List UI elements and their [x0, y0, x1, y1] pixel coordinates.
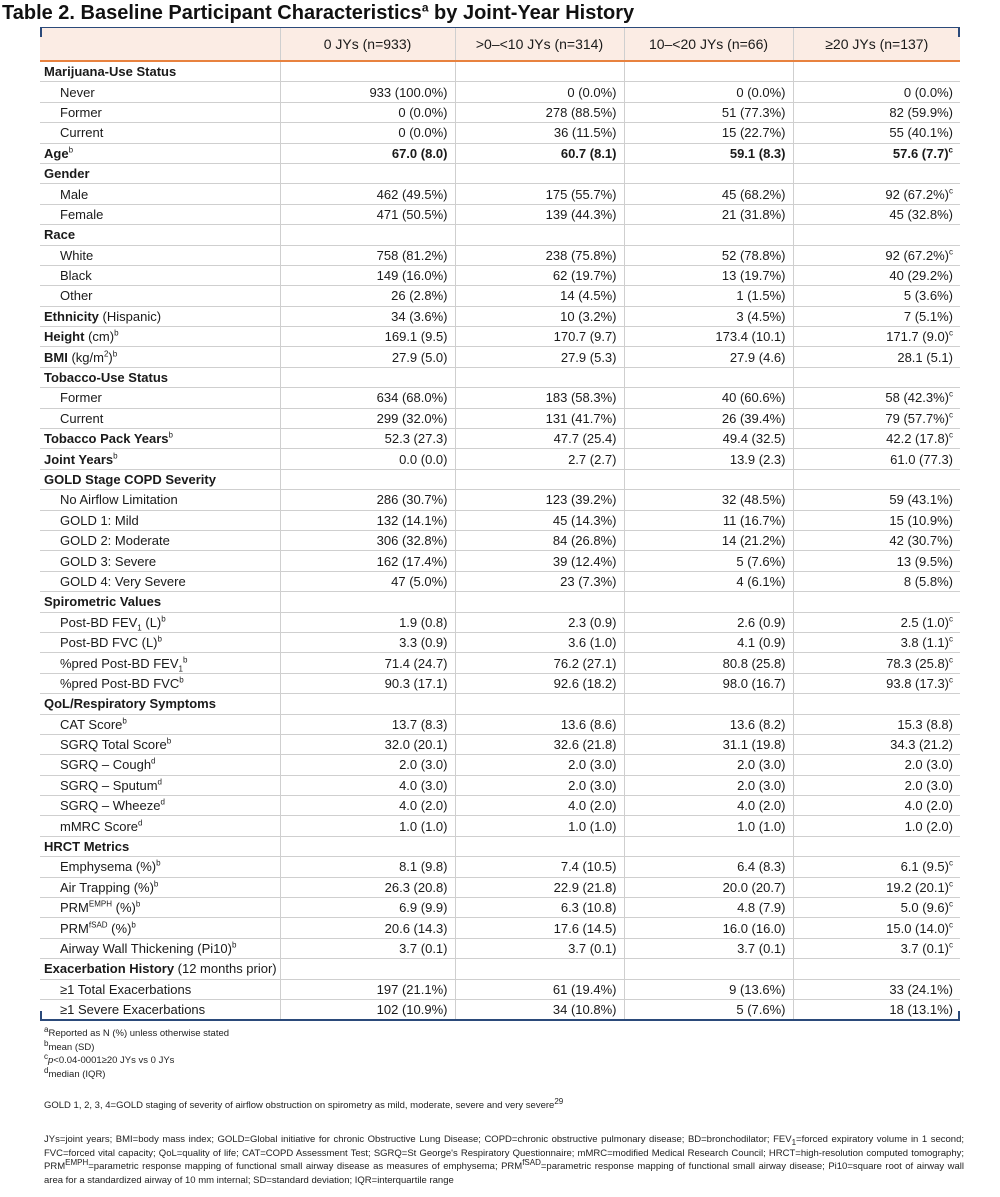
row-label: HRCT Metrics [40, 836, 280, 856]
cell: 169.1 (9.5) [280, 327, 455, 347]
cell: 34 (10.8%) [455, 999, 624, 1020]
cell: 31.1 (19.8) [624, 734, 793, 754]
cell: 175 (55.7%) [455, 184, 624, 204]
table-row [40, 510, 960, 530]
frame-right-bottom [958, 1011, 960, 1021]
cell: 45 (32.8%) [793, 204, 960, 224]
table-row [40, 979, 960, 999]
row-label: SGRQ – Cough$^d$ [40, 755, 280, 775]
cell: 21 (31.8%) [624, 204, 793, 224]
table-row [40, 265, 960, 285]
row-label: $PRM^{fSAD}$ (%)$^b$ [40, 918, 280, 938]
cell: 634 (68.0%) [280, 388, 455, 408]
cell: 59.1 (8.3) [624, 143, 793, 163]
cell: 2.6 (0.9) [624, 612, 793, 632]
group-row [40, 959, 960, 979]
cell: 11 (16.7%) [624, 510, 793, 530]
cell: 42 (30.7%) [793, 530, 960, 550]
table-row [40, 286, 960, 306]
cell: 79 $(57.7\%)^c$ [793, 408, 960, 428]
cell: 2.0 (3.0) [793, 755, 960, 775]
cell: 15 (22.7%) [624, 123, 793, 143]
cell: 2.3 (0.9) [455, 612, 624, 632]
cell: 3.7 $(0.1)^c$ [793, 938, 960, 958]
row-label: Marijuana-Use Status [40, 61, 280, 82]
row-label: %pred Post-BD FVC$^b$ [40, 673, 280, 693]
table-row [40, 449, 960, 469]
cell: 3.8 $(1.1)^c$ [793, 632, 960, 652]
cell: 173.4 (10.1) [624, 327, 793, 347]
cell: 82 (59.9%) [793, 102, 960, 122]
group-row [40, 836, 960, 856]
row-label: SGRQ – Sputum$^d$ [40, 775, 280, 795]
cell: 3.7 (0.1) [455, 938, 624, 958]
cell: 4.1 (0.9) [624, 632, 793, 652]
table-row [40, 184, 960, 204]
row-label: QoL/Respiratory Symptoms [40, 694, 280, 714]
table-row [40, 612, 960, 632]
cell: 2.0 (3.0) [455, 775, 624, 795]
row-label: ≥1 Severe Exacerbations [40, 999, 280, 1020]
row-label: Ethnicity (Hispanic) [40, 306, 280, 326]
cell: 2.0 (3.0) [624, 775, 793, 795]
cell: 45 (68.2%) [624, 184, 793, 204]
table-row [40, 857, 960, 877]
cell: 27.9 (5.3) [455, 347, 624, 367]
group-row [40, 163, 960, 183]
cell: 47.7 (25.4) [455, 429, 624, 449]
cell: 299 (32.0%) [280, 408, 455, 428]
cell: 3.6 (1.0) [455, 632, 624, 652]
cell: 139 (44.3%) [455, 204, 624, 224]
table-row [40, 551, 960, 571]
row-label: %pred Post-BD $FEV_1^b$ [40, 653, 280, 673]
group-row [40, 61, 960, 82]
cell: 1.9 (0.8) [280, 612, 455, 632]
cell: 462 (49.5%) [280, 184, 455, 204]
cell: 1.0 (1.0) [455, 816, 624, 836]
table-row [40, 714, 960, 734]
cell: 20.0 (20.7) [624, 877, 793, 897]
row-label: Post-BD FVC $(L)^b$ [40, 632, 280, 652]
frame-right-top [958, 27, 960, 37]
table-row [40, 898, 960, 918]
table-title: Table 2. Baseline Participant Characteristics$^a$ by Joint-Year History [2, 0, 635, 24]
table-row [40, 388, 960, 408]
table-row [40, 673, 960, 693]
cell: 171.7 $(9.0)^c$ [793, 327, 960, 347]
cell: 7 (5.1%) [793, 306, 960, 326]
cell: 170.7 (9.7) [455, 327, 624, 347]
cell: 26 (39.4%) [624, 408, 793, 428]
row-label: Gender [40, 163, 280, 183]
cell: 6.4 (8.3) [624, 857, 793, 877]
footnote-a: $^a$Reported as N (%) unless otherwise stated [44, 1024, 230, 1039]
cell: 4.0 (2.0) [455, 796, 624, 816]
row-label: Female [40, 204, 280, 224]
cell: 132 (14.1%) [280, 510, 455, 530]
cell: 40 (29.2%) [793, 265, 960, 285]
table-row [40, 143, 960, 163]
table-row [40, 775, 960, 795]
table-header-row [40, 28, 960, 62]
row-label: Post-BD $FEV_1$ $(L)^b$ [40, 612, 280, 632]
cell: 32.6 (21.8) [455, 734, 624, 754]
cell: 6.3 (10.8) [455, 898, 624, 918]
characteristics-table-wrap [40, 27, 960, 1021]
cell: 3.7 (0.1) [624, 938, 793, 958]
row-label: Airway Wall Thickening $(Pi10)^b$ [40, 938, 280, 958]
row-label: Spirometric Values [40, 592, 280, 612]
cell: 15.0 $(14.0)^c$ [793, 918, 960, 938]
cell: 5 (7.6%) [624, 999, 793, 1020]
cell: 15.3 (8.8) [793, 714, 960, 734]
cell: 6.1 $(9.5)^c$ [793, 857, 960, 877]
column-header-lt20jys: 10–<20 JYs (n=66) [624, 28, 793, 62]
row-label: GOLD 1: Mild [40, 510, 280, 530]
table-row [40, 347, 960, 367]
cell: 33 (24.1%) [793, 979, 960, 999]
cell: 20.6 (14.3) [280, 918, 455, 938]
cell: 3 (4.5%) [624, 306, 793, 326]
row-label: Other [40, 286, 280, 306]
cell: 0 (0.0%) [624, 82, 793, 102]
cell: 6.9 (9.9) [280, 898, 455, 918]
cell: 5.0 $(9.6)^c$ [793, 898, 960, 918]
row-label: Never [40, 82, 280, 102]
cell: 2.0 (3.0) [280, 755, 455, 775]
cell: 59 (43.1%) [793, 490, 960, 510]
cell: 17.6 (14.5) [455, 918, 624, 938]
characteristics-table [40, 27, 960, 1021]
table-row [40, 102, 960, 122]
cell: 26 (2.8%) [280, 286, 455, 306]
footnote-c: $^c$p<0.04-0001≥20 JYs vs 0 JYs [44, 1051, 175, 1066]
cell: 933 (100.0%) [280, 82, 455, 102]
row-label: SGRQ – Wheeze$^d$ [40, 796, 280, 816]
column-header-ge20jys: ≥20 JYs (n=137) [793, 28, 960, 62]
row-label: Emphysema (%)$^b$ [40, 857, 280, 877]
cell: 278 (88.5%) [455, 102, 624, 122]
cell: 16.0 (16.0) [624, 918, 793, 938]
cell: 7.4 (10.5) [455, 857, 624, 877]
cell: 32 (48.5%) [624, 490, 793, 510]
table-row [40, 734, 960, 754]
cell: 0 (0.0%) [793, 82, 960, 102]
table-row [40, 530, 960, 550]
cell: 78.3 $(25.8)^c$ [793, 653, 960, 673]
cell: 28.1 (5.1) [793, 347, 960, 367]
table-row [40, 306, 960, 326]
column-header-label [40, 28, 280, 62]
group-row [40, 225, 960, 245]
cell: 13.9 (2.3) [624, 449, 793, 469]
row-label: Age$^b$ [40, 143, 280, 163]
row-label: GOLD Stage COPD Severity [40, 469, 280, 489]
table-row [40, 245, 960, 265]
table-row [40, 796, 960, 816]
cell: 27.9 (5.0) [280, 347, 455, 367]
row-label: No Airflow Limitation [40, 490, 280, 510]
row-label: Joint Years$^b$ [40, 449, 280, 469]
cell: 84 (26.8%) [455, 530, 624, 550]
cell: 102 (10.9%) [280, 999, 455, 1020]
cell: 0.0 (0.0) [280, 449, 455, 469]
cell: 0 (0.0%) [280, 123, 455, 143]
cell: 92 $(67.2\%)^c$ [793, 184, 960, 204]
cell: 131 (41.7%) [455, 408, 624, 428]
cell: 306 (32.8%) [280, 530, 455, 550]
cell: 45 (14.3%) [455, 510, 624, 530]
cell: 2.5 $(1.0)^c$ [793, 612, 960, 632]
cell: 13.6 (8.6) [455, 714, 624, 734]
cell: 4 (6.1%) [624, 571, 793, 591]
cell: 13.6 (8.2) [624, 714, 793, 734]
cell: 93.8 $(17.3)^c$ [793, 673, 960, 693]
cell: 98.0 (16.7) [624, 673, 793, 693]
table-row [40, 82, 960, 102]
table-row [40, 755, 960, 775]
cell: 123 (39.2%) [455, 490, 624, 510]
row-label: $PRM^{EMPH}$ (%)$^b$ [40, 898, 280, 918]
table-row [40, 429, 960, 449]
cell: 238 (75.8%) [455, 245, 624, 265]
row-label: CAT Score$^b$ [40, 714, 280, 734]
row-label: mMRC Score$^d$ [40, 816, 280, 836]
cell: 4.0 (2.0) [793, 796, 960, 816]
frame-left-top [40, 27, 42, 37]
cell: 76.2 (27.1) [455, 653, 624, 673]
footnotes [44, 1024, 964, 1081]
group-row [40, 694, 960, 714]
cell: 15 (10.9%) [793, 510, 960, 530]
cell: 40 (60.6%) [624, 388, 793, 408]
cell: 8.1 (9.8) [280, 857, 455, 877]
table-row [40, 327, 960, 347]
row-label: Tobacco-Use Status [40, 367, 280, 387]
cell: 92.6 (18.2) [455, 673, 624, 693]
row-label: GOLD 2: Moderate [40, 530, 280, 550]
cell: 42.2 $(17.8)^c$ [793, 429, 960, 449]
footnote-d: $^d$median (IQR) [44, 1065, 106, 1080]
cell: 26.3 (20.8) [280, 877, 455, 897]
cell: 0 (0.0%) [455, 82, 624, 102]
cell: 3.7 (0.1) [280, 938, 455, 958]
cell: 62 (19.7%) [455, 265, 624, 285]
cell: 36 (11.5%) [455, 123, 624, 143]
cell: 13 (19.7%) [624, 265, 793, 285]
table-row [40, 938, 960, 958]
cell: 4.0 (2.0) [624, 796, 793, 816]
frame-left-bottom [40, 1011, 42, 1021]
footnote-b: $^b$mean (SD) [44, 1038, 95, 1053]
cell: 197 (21.1%) [280, 979, 455, 999]
row-label: GOLD 4: Very Severe [40, 571, 280, 591]
row-label: SGRQ Total Score$^b$ [40, 734, 280, 754]
cell: 2.0 (3.0) [793, 775, 960, 795]
row-label: Exacerbation History (12 months prior) [40, 959, 280, 979]
row-label: Height (cm)$^b$ [40, 327, 280, 347]
row-label: ≥1 Total Exacerbations [40, 979, 280, 999]
cell: 758 (81.2%) [280, 245, 455, 265]
row-label: Former [40, 388, 280, 408]
cell: 286 (30.7%) [280, 490, 455, 510]
table-row [40, 490, 960, 510]
cell: 4.0 (2.0) [280, 796, 455, 816]
column-header-0jys: 0 JYs (n=933) [280, 28, 455, 62]
cell: 52.3 (27.3) [280, 429, 455, 449]
cell: 1 (1.5%) [624, 286, 793, 306]
cell: 47 (5.0%) [280, 571, 455, 591]
cell: 2.0 (3.0) [624, 755, 793, 775]
cell: 34.3 (21.2) [793, 734, 960, 754]
column-header-lt10jys: >0–<10 JYs (n=314) [455, 28, 624, 62]
table-row [40, 816, 960, 836]
cell: 9 (13.6%) [624, 979, 793, 999]
cell: 39 (12.4%) [455, 551, 624, 571]
cell: 67.0 (8.0) [280, 143, 455, 163]
cell: 8 (5.8%) [793, 571, 960, 591]
cell: 471 (50.5%) [280, 204, 455, 224]
table-row [40, 123, 960, 143]
table-row [40, 204, 960, 224]
cell: 80.8 (25.8) [624, 653, 793, 673]
table-row [40, 571, 960, 591]
cell: 19.2 $(20.1)^c$ [793, 877, 960, 897]
cell: 71.4 (24.7) [280, 653, 455, 673]
cell: 13 (9.5%) [793, 551, 960, 571]
cell: 58 $(42.3\%)^c$ [793, 388, 960, 408]
cell: 55 (40.1%) [793, 123, 960, 143]
cell: 61.0 (77.3) [793, 449, 960, 469]
cell: 5 (7.6%) [624, 551, 793, 571]
cell: 60.7 (8.1) [455, 143, 624, 163]
cell: 57.6 $(7.7)^c$ [793, 143, 960, 163]
table-row [40, 653, 960, 673]
cell: 2.0 (3.0) [455, 755, 624, 775]
row-label: Current [40, 123, 280, 143]
cell: 2.7 (2.7) [455, 449, 624, 469]
cell: 23 (7.3%) [455, 571, 624, 591]
row-label: Race [40, 225, 280, 245]
cell: 4.0 (3.0) [280, 775, 455, 795]
cell: 149 (16.0%) [280, 265, 455, 285]
cell: 13.7 (8.3) [280, 714, 455, 734]
cell: 10 (3.2%) [455, 306, 624, 326]
row-label: Male [40, 184, 280, 204]
row-label: Air Trapping (%)$^b$ [40, 877, 280, 897]
group-row [40, 592, 960, 612]
gold-note: GOLD 1, 2, 3, 4=GOLD staging of severity of airflow obstruction on spirometry as mild, moderate, severe and very severe$^{29}$ [44, 1096, 564, 1111]
cell: 90.3 (17.1) [280, 673, 455, 693]
abbreviations-note: JYs=joint years; BMI=body mass index; GOLD=Global initiative for chronic Obstructive Lung Disease; COPD=chronic obstructive pulmonary disease; BD=bronchodilator; $FEV_1=forced$ expiratory volume in 1 second; FVC=forced vital capacity; QoL=quality of life; CAT=COPD Assessment Test; SGRQ=St George's Respiratory Questionnaire; mMRC=modified Medical Research Council; HRCT=high-resolution computed tomography; $PRM^{EMPH}=parametric$ response mapping of functional small airway disease as measures of emphysema; $PRM^{fSAD}=parametric$ response mapping of functional small airway disease; Pi10=square root of airway wall area for a standardized airway of 10 mm internal; SD=standard deviation; IQR=interquartile range [44, 1134, 964, 1186]
table-row [40, 408, 960, 428]
cell: 183 (58.3%) [455, 388, 624, 408]
group-row [40, 367, 960, 387]
cell: 27.9 (4.6) [624, 347, 793, 367]
cell: 92 $(67.2\%)^c$ [793, 245, 960, 265]
cell: 1.0 (1.0) [624, 816, 793, 836]
group-row [40, 469, 960, 489]
cell: 61 (19.4%) [455, 979, 624, 999]
cell: 52 (78.8%) [624, 245, 793, 265]
cell: 4.8 (7.9) [624, 898, 793, 918]
cell: 14 (21.2%) [624, 530, 793, 550]
cell: 34 (3.6%) [280, 306, 455, 326]
table-row [40, 999, 960, 1020]
row-label: White [40, 245, 280, 265]
row-label: Former [40, 102, 280, 122]
cell: 18 (13.1%) [793, 999, 960, 1020]
cell: 5 (3.6%) [793, 286, 960, 306]
row-label: Current [40, 408, 280, 428]
cell: 1.0 (2.0) [793, 816, 960, 836]
row-label: Black [40, 265, 280, 285]
cell: 1.0 (1.0) [280, 816, 455, 836]
cell: 0 (0.0%) [280, 102, 455, 122]
cell: 14 (4.5%) [455, 286, 624, 306]
cell: 22.9 (21.8) [455, 877, 624, 897]
table-row [40, 918, 960, 938]
cell: 32.0 (20.1) [280, 734, 455, 754]
cell: 162 (17.4%) [280, 551, 455, 571]
row-label: GOLD 3: Severe [40, 551, 280, 571]
cell: 51 (77.3%) [624, 102, 793, 122]
table-row [40, 632, 960, 652]
table-row [40, 877, 960, 897]
row-label: Tobacco Pack Years$^b$ [40, 429, 280, 449]
row-label: BMI $(kg/m^2)^b$ [40, 347, 280, 367]
cell: 3.3 (0.9) [280, 632, 455, 652]
cell: 49.4 (32.5) [624, 429, 793, 449]
